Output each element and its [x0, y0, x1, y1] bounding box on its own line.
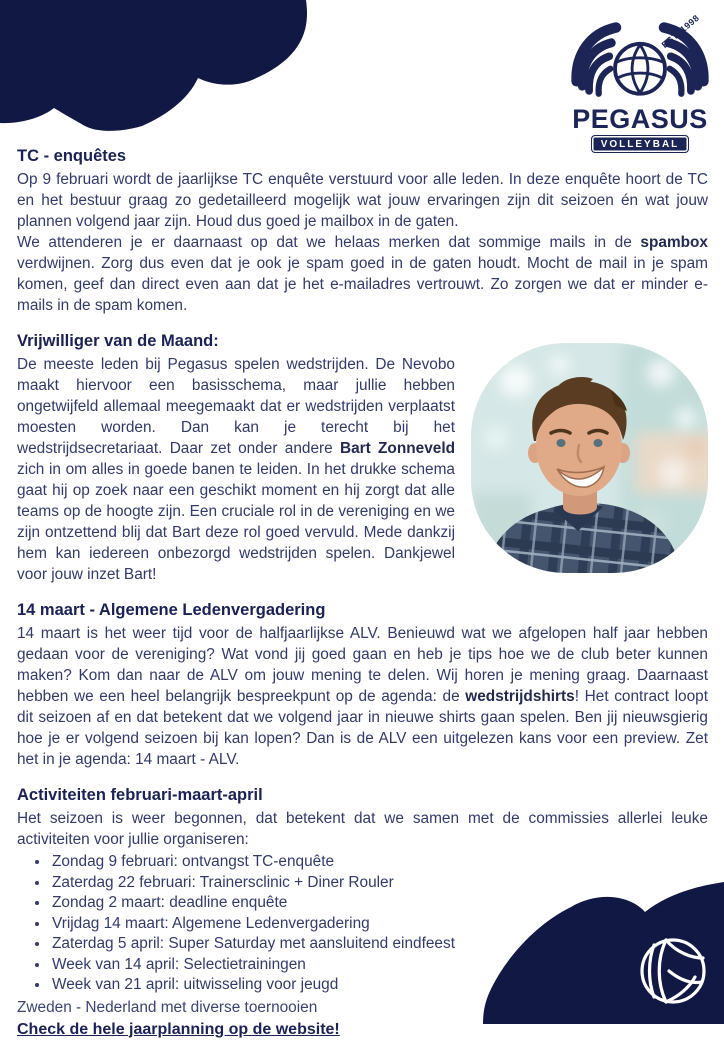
- pegasus-logo: [564, 12, 716, 153]
- highlighted-text: wedstrijdshirts: [465, 688, 575, 705]
- section-volunteer: [17, 331, 708, 585]
- volunteer-text-column: [17, 331, 455, 585]
- section-title-volunteer: Vrijwilliger van de Maand:: [17, 332, 219, 350]
- section-alv: [17, 600, 708, 770]
- website-planning-link[interactable]: Check de hele jaarplanning op de website!: [17, 1020, 340, 1038]
- bottom-cloud-decoration: [480, 878, 724, 1024]
- text-segment: verdwijnen. Zorg dus even dat je ook je spam goed in de gaten houdt. Mocht de mail in je spam komen, geef dan direct even aan dat je het e-mailadres vertrouwt. Zo zorgen we dat er minder e-mails in de spam komen.: [17, 255, 708, 314]
- activity-item: • Zaterdag 5 april: Super Saturday met aansluitend eindfeest: [50, 934, 708, 955]
- section-title-activities: Activiteiten februari-maart-april: [17, 786, 263, 804]
- logo-est-text: EST. 1998: [659, 12, 702, 51]
- activity-item: • Vrijdag 14 maart: Algemene Ledenvergadering: [50, 914, 708, 935]
- logo-name: PEGASUS: [572, 104, 708, 134]
- highlighted-text: spambox: [640, 234, 708, 251]
- top-cloud-decoration: [0, 0, 310, 135]
- highlighted-text: Bart Zonneveld: [339, 440, 455, 457]
- activity-item: • Zaterdag 22 februari: Trainersclinic + Diner Rouler: [50, 873, 708, 894]
- alv-paragraph: [17, 623, 708, 770]
- text-segment: Op 9 februari wordt de jaarlijkse TC enquête verstuurd voor alle leden. In deze enquête hoort de TC en het bestuur graag zo gedetailleerd mogelijk wat jouw ervaringen zijn dit seizoen én wat jouw plannen volgend jaar zijn. Houd dus goed je mailbox in de gaten.: [17, 171, 708, 230]
- winged-volleyball-icon: [566, 16, 714, 112]
- section-title-alv: 14 maart - Algemene Ledenvergadering: [17, 601, 326, 619]
- activities-extra-line: Zweden - Nederland met diverse toernooien: [17, 998, 318, 1016]
- activity-item: • Week van 21 april: uitwisseling voor jeugd: [50, 975, 708, 996]
- section-tc-enquetes: [17, 146, 708, 316]
- tc-paragraph-1: [17, 169, 708, 232]
- text-segment: We attenderen je er daarnaast op dat we helaas merken dat sommige mails in de: [17, 234, 641, 251]
- tc-paragraph-2: [17, 232, 708, 316]
- activity-item: • Week van 14 april: Selectietrainingen: [50, 955, 708, 976]
- text-segment: De meeste leden bij Pegasus spelen wedstrijden. De Nevobo maakt hiervoor een basisschema, maar jullie hebben ongetwijfeld allemaal meegemaakt dat er wedstrijden verplaatst moesten worden. Dan kan je terecht bij het wedstrijdsecretariaat. Daar zet onder andere: [17, 356, 455, 457]
- logo-subtitle-badge: VOLLEYBAL: [591, 135, 690, 153]
- activity-item: • Zondag 9 februari: ontvangst TC-enquête: [50, 852, 708, 873]
- volunteer-paragraph: [17, 354, 455, 585]
- text-segment: 14 maart is het weer tijd voor de halfjaarlijkse ALV. Benieuwd wat we afgelopen half jaar hebben gedaan voor de vereniging? Wat vond jij goed gaan en heb je tips hoe we de club beter kunnen maken? Kom dan naar de ALV om jouw mening te delen. Wij horen je mening graag. Daarnaast hebben we een heel belangrijk bespreekpunt op de agenda: de: [17, 625, 708, 705]
- activities-intro: Het seizoen is weer begonnen, dat betekent dat we samen met de commissies allerlei leuke activiteiten voor jullie organiseren:: [17, 810, 708, 848]
- text-segment: ! Het contract loopt dit seizoen af en dat betekent dat we volgend jaar in nieuwe shirts gaan spelen. Ben jij nieuwsgierig hoe je er volgend seizoen bij kan lopen? Dan is de ALV een uitgelezen kans voor een preview. Zet het in je agenda: 14 maart - ALV.: [17, 688, 708, 768]
- section-title-tc: TC - enquêtes: [17, 147, 127, 165]
- volunteer-portrait-illustration: [471, 343, 708, 573]
- text-segment: zich in om alles in goede banen te leiden. In het drukke schema gaat hij op zoek naar een geschikt moment en hij zorgt dat alle teams op de hoogte zijn. Een cruciale rol in de vereniging en we zijn ontzettend blij dat Bart deze rol goed vervuld. Mede dankzij hem kan iedereen onbezorgd wedstrijden spelen. Dankjewel voor jouw inzet Bart!: [17, 461, 455, 583]
- activity-item: • Zondag 2 maart: deadline enquête: [50, 893, 708, 914]
- volunteer-photo: [471, 343, 708, 573]
